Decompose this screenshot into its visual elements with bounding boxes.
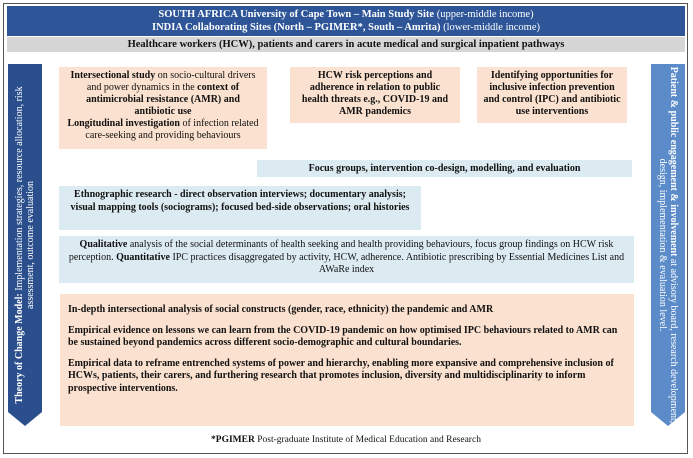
theory-of-change-text: [8, 64, 42, 426]
outcomes-box: [60, 294, 634, 426]
main-site-income: (upper-middle income): [436, 9, 534, 20]
outcome-item: Empirical evidence on lessons we can learn from the COVID-19 pandemic on how optimised IPC behaviours related to AMR can be sustained beyond pandemics across different socio-demographic and cultural boundaries.: [68, 324, 618, 348]
footnote-text: Post-graduate Institute of Medical Education and Research: [254, 435, 481, 445]
collab-sites-label: INDIA Collaborating Sites (North – PGIMER*, South – Amrita): [152, 22, 441, 33]
aim-ipc-opportunities: Identifying opportunities for inclusive infection prevention and control (IPC) and antibiotic use interventions: [477, 67, 627, 123]
collab-sites-income: (lower-middle income): [443, 22, 540, 33]
outcome-item: Empirical data to reframe entrenched systems of power and hierarchy, enabling more expansive and comprehensive inclusion of HCWs, patients, their carers, and furthering research that promotes inclusion, diversity and multidisciplinarity to inform prospective interventions.: [68, 357, 614, 394]
theory-of-change-title: Theory of Change Model:: [13, 293, 25, 404]
ppi-title: Patient & public engagement & involvement: [668, 66, 680, 257]
theory-of-change-desc: Implementation strategies, resource allocation, risk assessment, outcome evaluation: [13, 86, 36, 310]
study-sites-header: [7, 6, 685, 36]
main-site-label: SOUTH AFRICA University of Cape Town – Main Study Site: [158, 9, 435, 20]
ppi-text: [651, 64, 685, 426]
theory-of-change-arrow: [8, 64, 42, 426]
ppi-desc: at advisory board, research development, design, implementation & evaluation level.: [657, 158, 680, 424]
aim-hcw-risk-perceptions: HCW risk perceptions and adherence in relation to public health threats e.g., COVID-19 and AMR pandemics: [290, 67, 460, 123]
methods-bar: Focus groups, intervention co-design, modelling, and evaluation: [257, 160, 632, 177]
outcome-item: In-depth intersectional analysis of social constructs (gender, race, ethnicity) the pandemic and AMR: [68, 304, 494, 315]
ppi-arrow: [651, 64, 685, 426]
analysis-box: Qualitative analysis of the social determinants of health seeking and health providing behaviours, focus group findings on HCW risk perception. Quantitative IPC practices disaggregated by activity, HCW, adherence. Antibiotic prescribing by Essential Medicines List and AWaRe index: [59, 236, 634, 283]
footnote-abbr: *PGIMER: [211, 435, 255, 445]
ethnographic-research: Ethnographic research - direct observation interviews; documentary analysis; visual mapping tools (sociograms); focused bed-side observations; oral histories: [59, 186, 421, 230]
footnote: [7, 434, 685, 446]
population-bar: Healthcare workers (HCW), patients and carers in acute medical and surgical inpatient pathways: [7, 37, 685, 52]
aim-intersectional-study: Intersectional study on socio-cultural drivers and power dynamics in the context of antimicrobial resistance (AMR) and antibiotic use Longitudinal investigation of infection related care-seeking and providing behaviours: [59, 67, 267, 149]
